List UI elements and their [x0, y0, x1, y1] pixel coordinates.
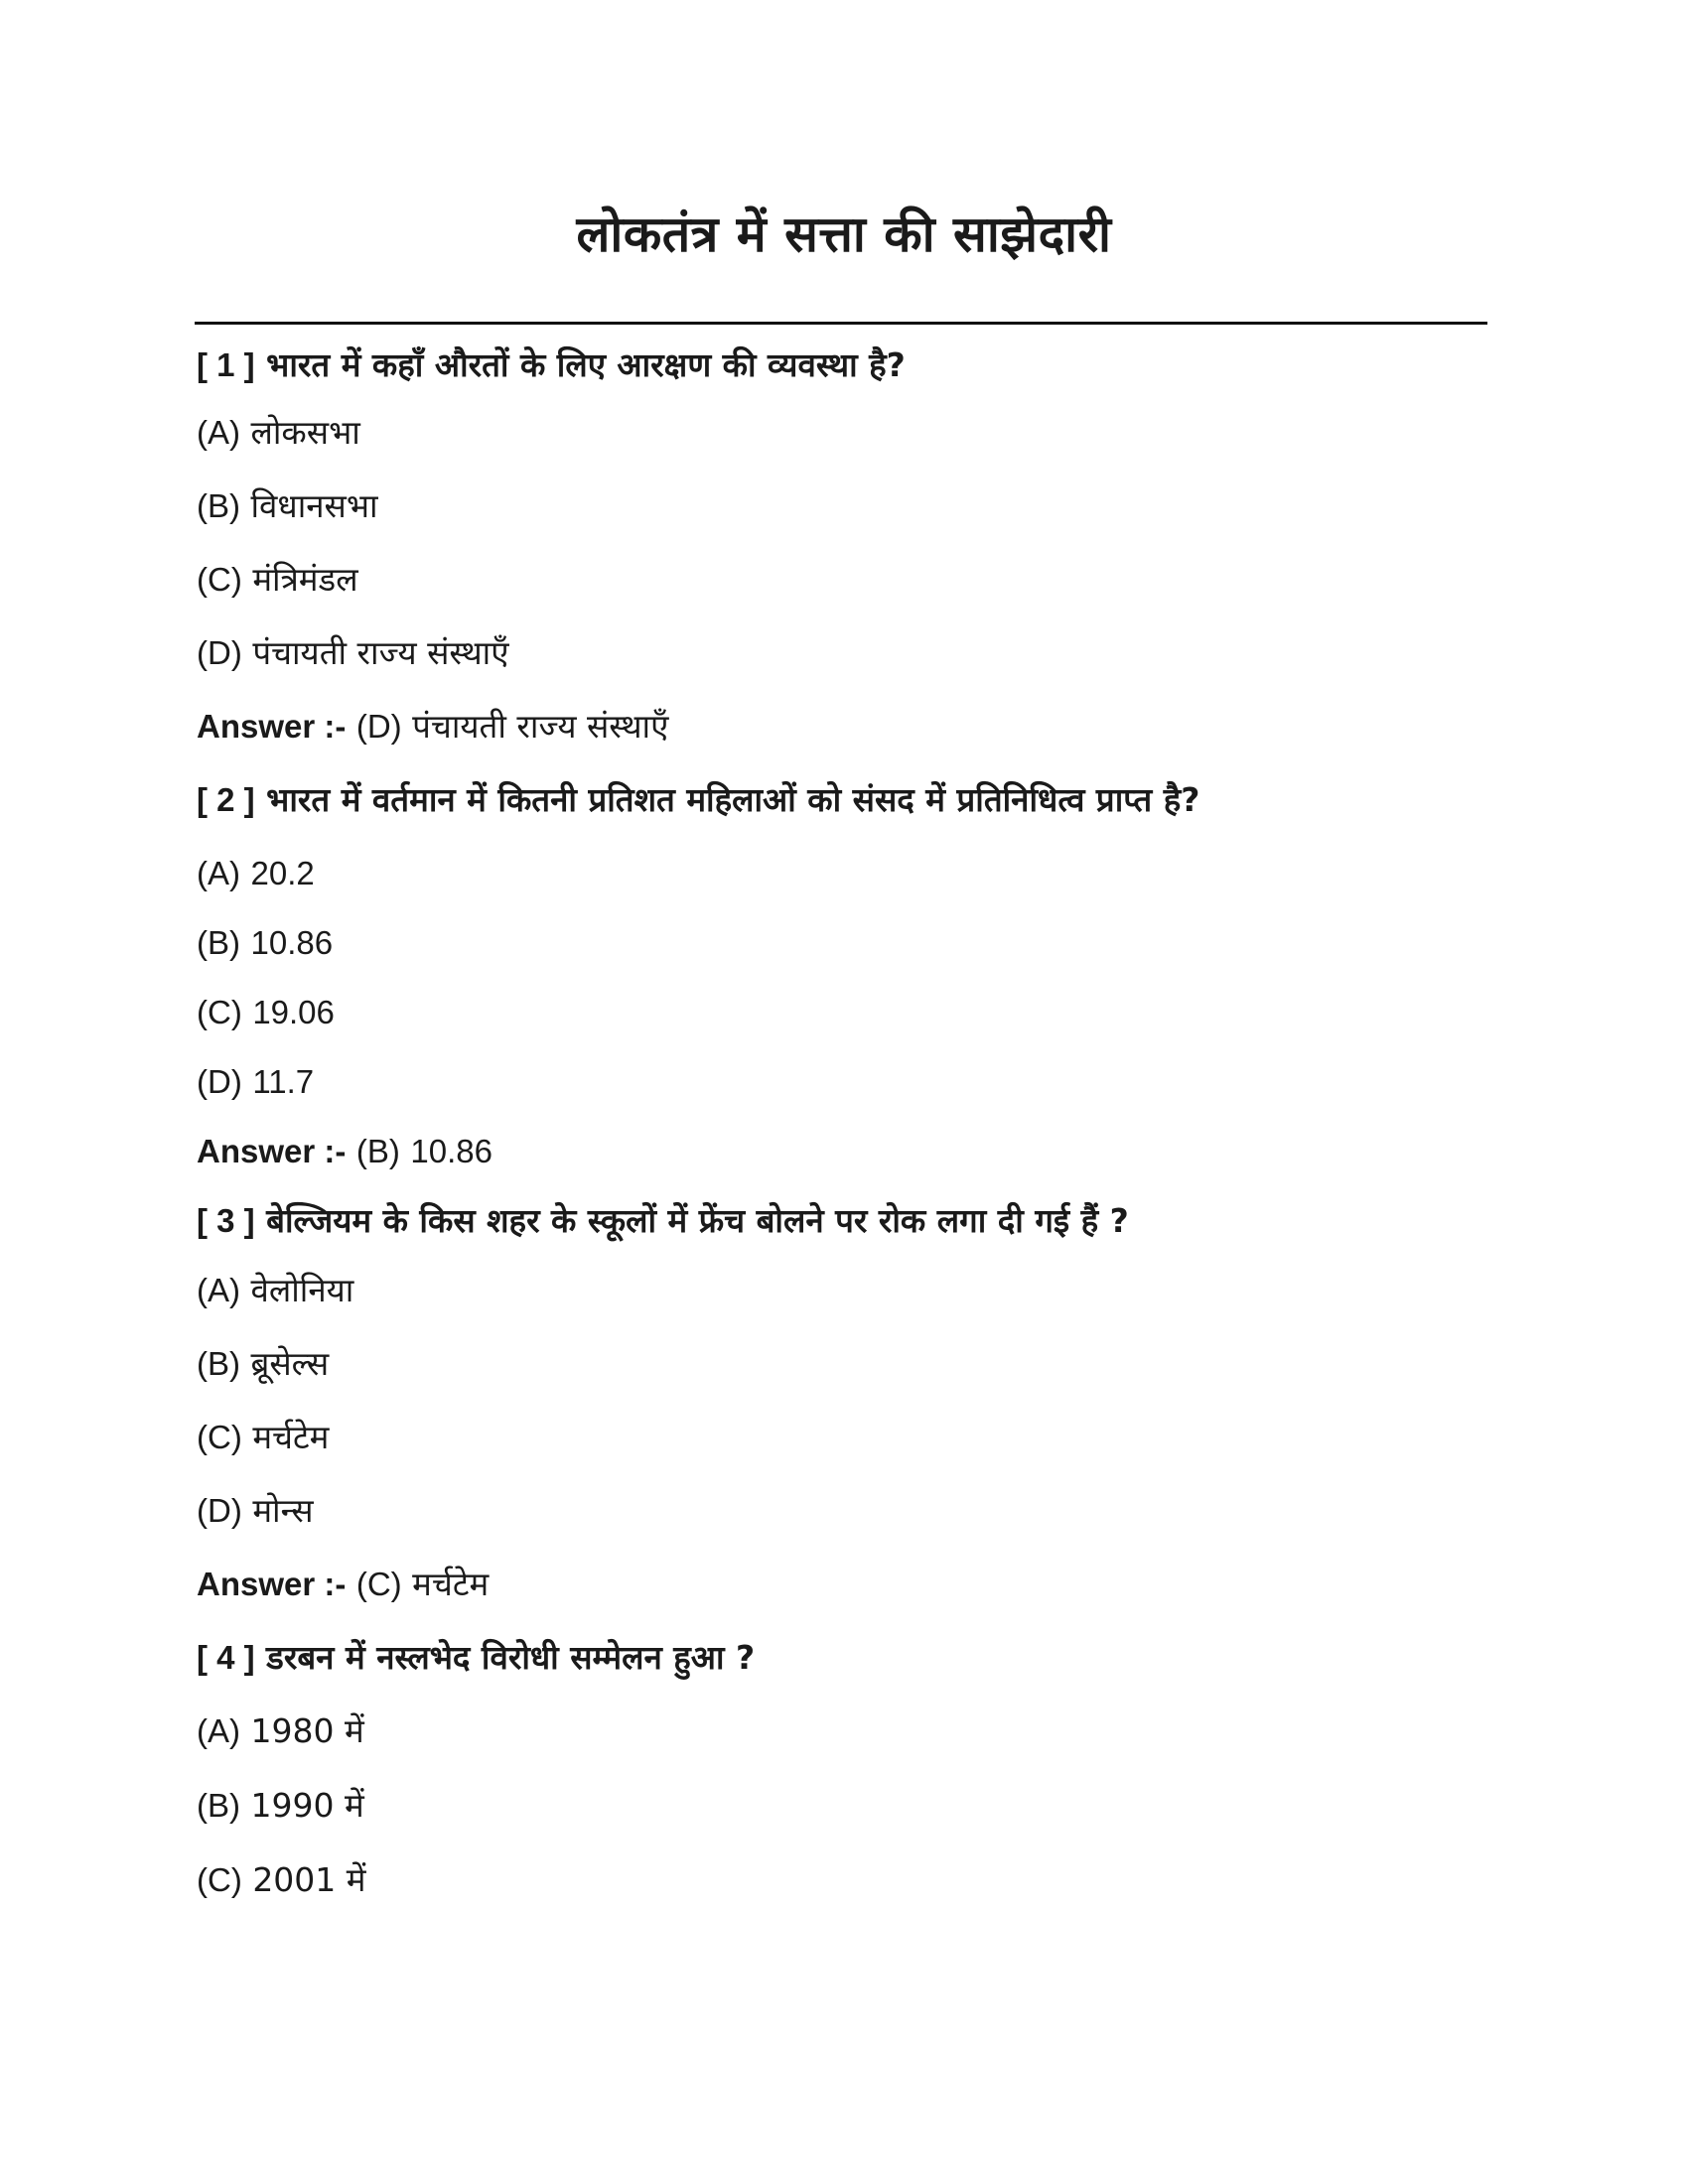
option-a [197, 1704, 1487, 1778]
option-key: (D) [197, 1492, 242, 1529]
option-text: मंत्रिमंडल [252, 560, 358, 599]
question-block-3 [197, 1193, 1487, 1630]
option-d [197, 625, 1487, 699]
option-text: 1980 में [250, 1711, 364, 1750]
option-key: (D) [197, 634, 242, 671]
option-text: 2001 में [252, 1860, 366, 1899]
option-key: (C) [197, 994, 242, 1030]
question-4 [197, 1630, 1487, 1704]
question-number: [ 4 ] [197, 1639, 255, 1676]
answer-text: 10.86 [410, 1133, 492, 1169]
option-b [197, 478, 1487, 552]
answer-text: पंचायती राज्य संस्थाएँ [412, 707, 669, 746]
answer-label: Answer :- [197, 1133, 347, 1169]
option-text: मर्चटेम [252, 1418, 330, 1456]
option-b [197, 1778, 1487, 1852]
option-key: (D) [197, 1063, 242, 1100]
option-text: मोन्स [252, 1491, 314, 1530]
option-c [197, 985, 1487, 1054]
option-key: (A) [197, 855, 240, 891]
answer-label: Answer :- [197, 708, 347, 745]
page-title: लोकतंत्र में सत्ता की साझेदारी [576, 205, 1112, 263]
option-text: 11.7 [252, 1063, 315, 1100]
question-block-4 [197, 1630, 1487, 1927]
option-text: 1990 में [250, 1786, 364, 1825]
option-key: (A) [197, 1712, 240, 1749]
option-key: (B) [197, 1787, 240, 1824]
question-text: भारत में कहाँ औरतों के लिए आरक्षण की व्यवस्था है? [266, 345, 906, 384]
option-a [197, 405, 1487, 478]
answer-key: (B) [355, 1133, 400, 1169]
question-text: बेल्जियम के किस शहर के स्कूलों में फ्रेंच बोलने पर रोक लगा दी गई हैं ? [266, 1201, 1129, 1240]
option-a [197, 1263, 1487, 1336]
question-block-1 [197, 338, 1487, 772]
question-list [197, 338, 1487, 1927]
question-block-2 [197, 772, 1487, 1193]
question-number: [ 2 ] [197, 781, 255, 818]
option-c [197, 1852, 1487, 1927]
option-text: 20.2 [250, 855, 315, 891]
option-key: (A) [197, 414, 240, 451]
option-text: लोकसभा [250, 413, 360, 452]
question-1 [197, 338, 1487, 405]
option-text: 19.06 [252, 994, 335, 1030]
question-number: [ 1 ] [197, 346, 255, 383]
option-key: (B) [197, 1345, 240, 1382]
answer-line [197, 1557, 1487, 1630]
option-d [197, 1054, 1487, 1124]
answer-line [197, 699, 1487, 772]
option-key: (A) [197, 1272, 240, 1308]
option-text: 10.86 [250, 924, 334, 961]
option-b [197, 1336, 1487, 1410]
answer-key: (C) [355, 1566, 402, 1602]
option-text: पंचायती राज्य संस्थाएँ [252, 633, 509, 672]
answer-label: Answer :- [197, 1566, 347, 1602]
option-c [197, 552, 1487, 625]
title-divider [195, 322, 1487, 325]
answer-key: (D) [355, 708, 402, 745]
option-key: (C) [197, 561, 242, 598]
option-a [197, 846, 1487, 915]
question-text: डरबन में नस्लभेद विरोधी सम्मेलन हुआ ? [266, 1638, 756, 1677]
option-d [197, 1483, 1487, 1557]
question-number: [ 3 ] [197, 1202, 255, 1239]
question-text: भारत में वर्तमान में कितनी प्रतिशत महिलाओं को संसद में प्रतिनिधित्व प्राप्त है? [266, 780, 1200, 819]
option-key: (C) [197, 1861, 242, 1898]
answer-text: मर्चटेम [412, 1565, 490, 1603]
option-b [197, 915, 1487, 985]
option-text: वेलोनिया [250, 1271, 354, 1309]
answer-line [197, 1124, 1487, 1193]
option-text: ब्रूसेल्स [250, 1344, 330, 1383]
option-key: (C) [197, 1419, 242, 1455]
option-c [197, 1410, 1487, 1483]
option-text: विधानसभा [250, 486, 378, 525]
question-3 [197, 1193, 1487, 1263]
option-key: (B) [197, 924, 240, 961]
option-key: (B) [197, 487, 240, 524]
question-2 [197, 772, 1487, 846]
